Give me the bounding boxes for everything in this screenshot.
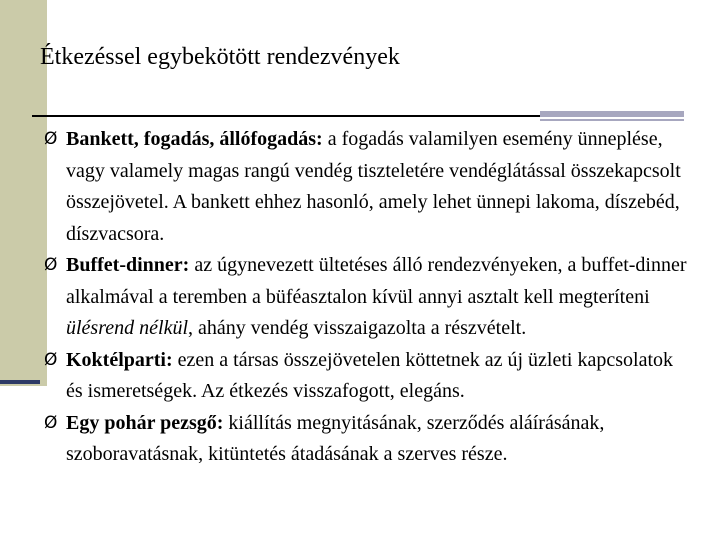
item-text: a fogadás valamilyen esemény ünneplése, vagy valamely magas rangú vendég tiszteletére vendéglátással összekapcsolt összejövetel. A bankett ehhez hasonló, amely lehet ünnepi lakoma, díszebéd, díszvacsora. — [66, 128, 681, 245]
list-item — [44, 345, 694, 408]
arrow-bullet-icon: Ø — [44, 255, 58, 275]
slide-title: Étkezéssel egybekötött rendezvények — [40, 44, 400, 70]
arrow-bullet-icon: Ø — [44, 129, 58, 149]
item-emphasis: ülésrend nélkül — [66, 317, 189, 339]
list-item — [44, 250, 694, 345]
item-term: Egy pohár pezsgő: — [66, 411, 224, 434]
item-text: az úgynevezett ültetéses álló rendezvényeken, a buffet-dinner alkalmával a teremben a büféasztalon kívül annyi asztalt kell megteríteni — [66, 254, 687, 308]
left-accent-bar — [0, 380, 40, 384]
title-underline — [32, 115, 540, 117]
arrow-bullet-icon: Ø — [44, 412, 58, 433]
item-term: Koktélparti: — [66, 348, 173, 371]
title-underline-accent — [540, 111, 684, 117]
list-item — [44, 408, 694, 471]
item-text: ezen a társas összejövetelen köttetnek az új üzleti kapcsolatok és ismeretségek. Az étkezés visszafogott, elegáns. — [66, 348, 674, 402]
title-underline-accent-thin — [540, 119, 684, 121]
list-item — [44, 124, 694, 250]
item-text-after: , ahány vendég visszaigazolta a részvételt. — [188, 317, 527, 339]
item-text: kiállítás megnyitásának, szerződés aláírásának, szoboravatásnak, kitüntetés átadásának a szerves része. — [66, 411, 605, 465]
arrow-bullet-icon: Ø — [44, 349, 58, 370]
item-term: Bankett, fogadás, állófogadás: — [66, 128, 323, 150]
item-term: Buffet-dinner: — [66, 254, 190, 276]
bullet-list — [44, 124, 694, 471]
